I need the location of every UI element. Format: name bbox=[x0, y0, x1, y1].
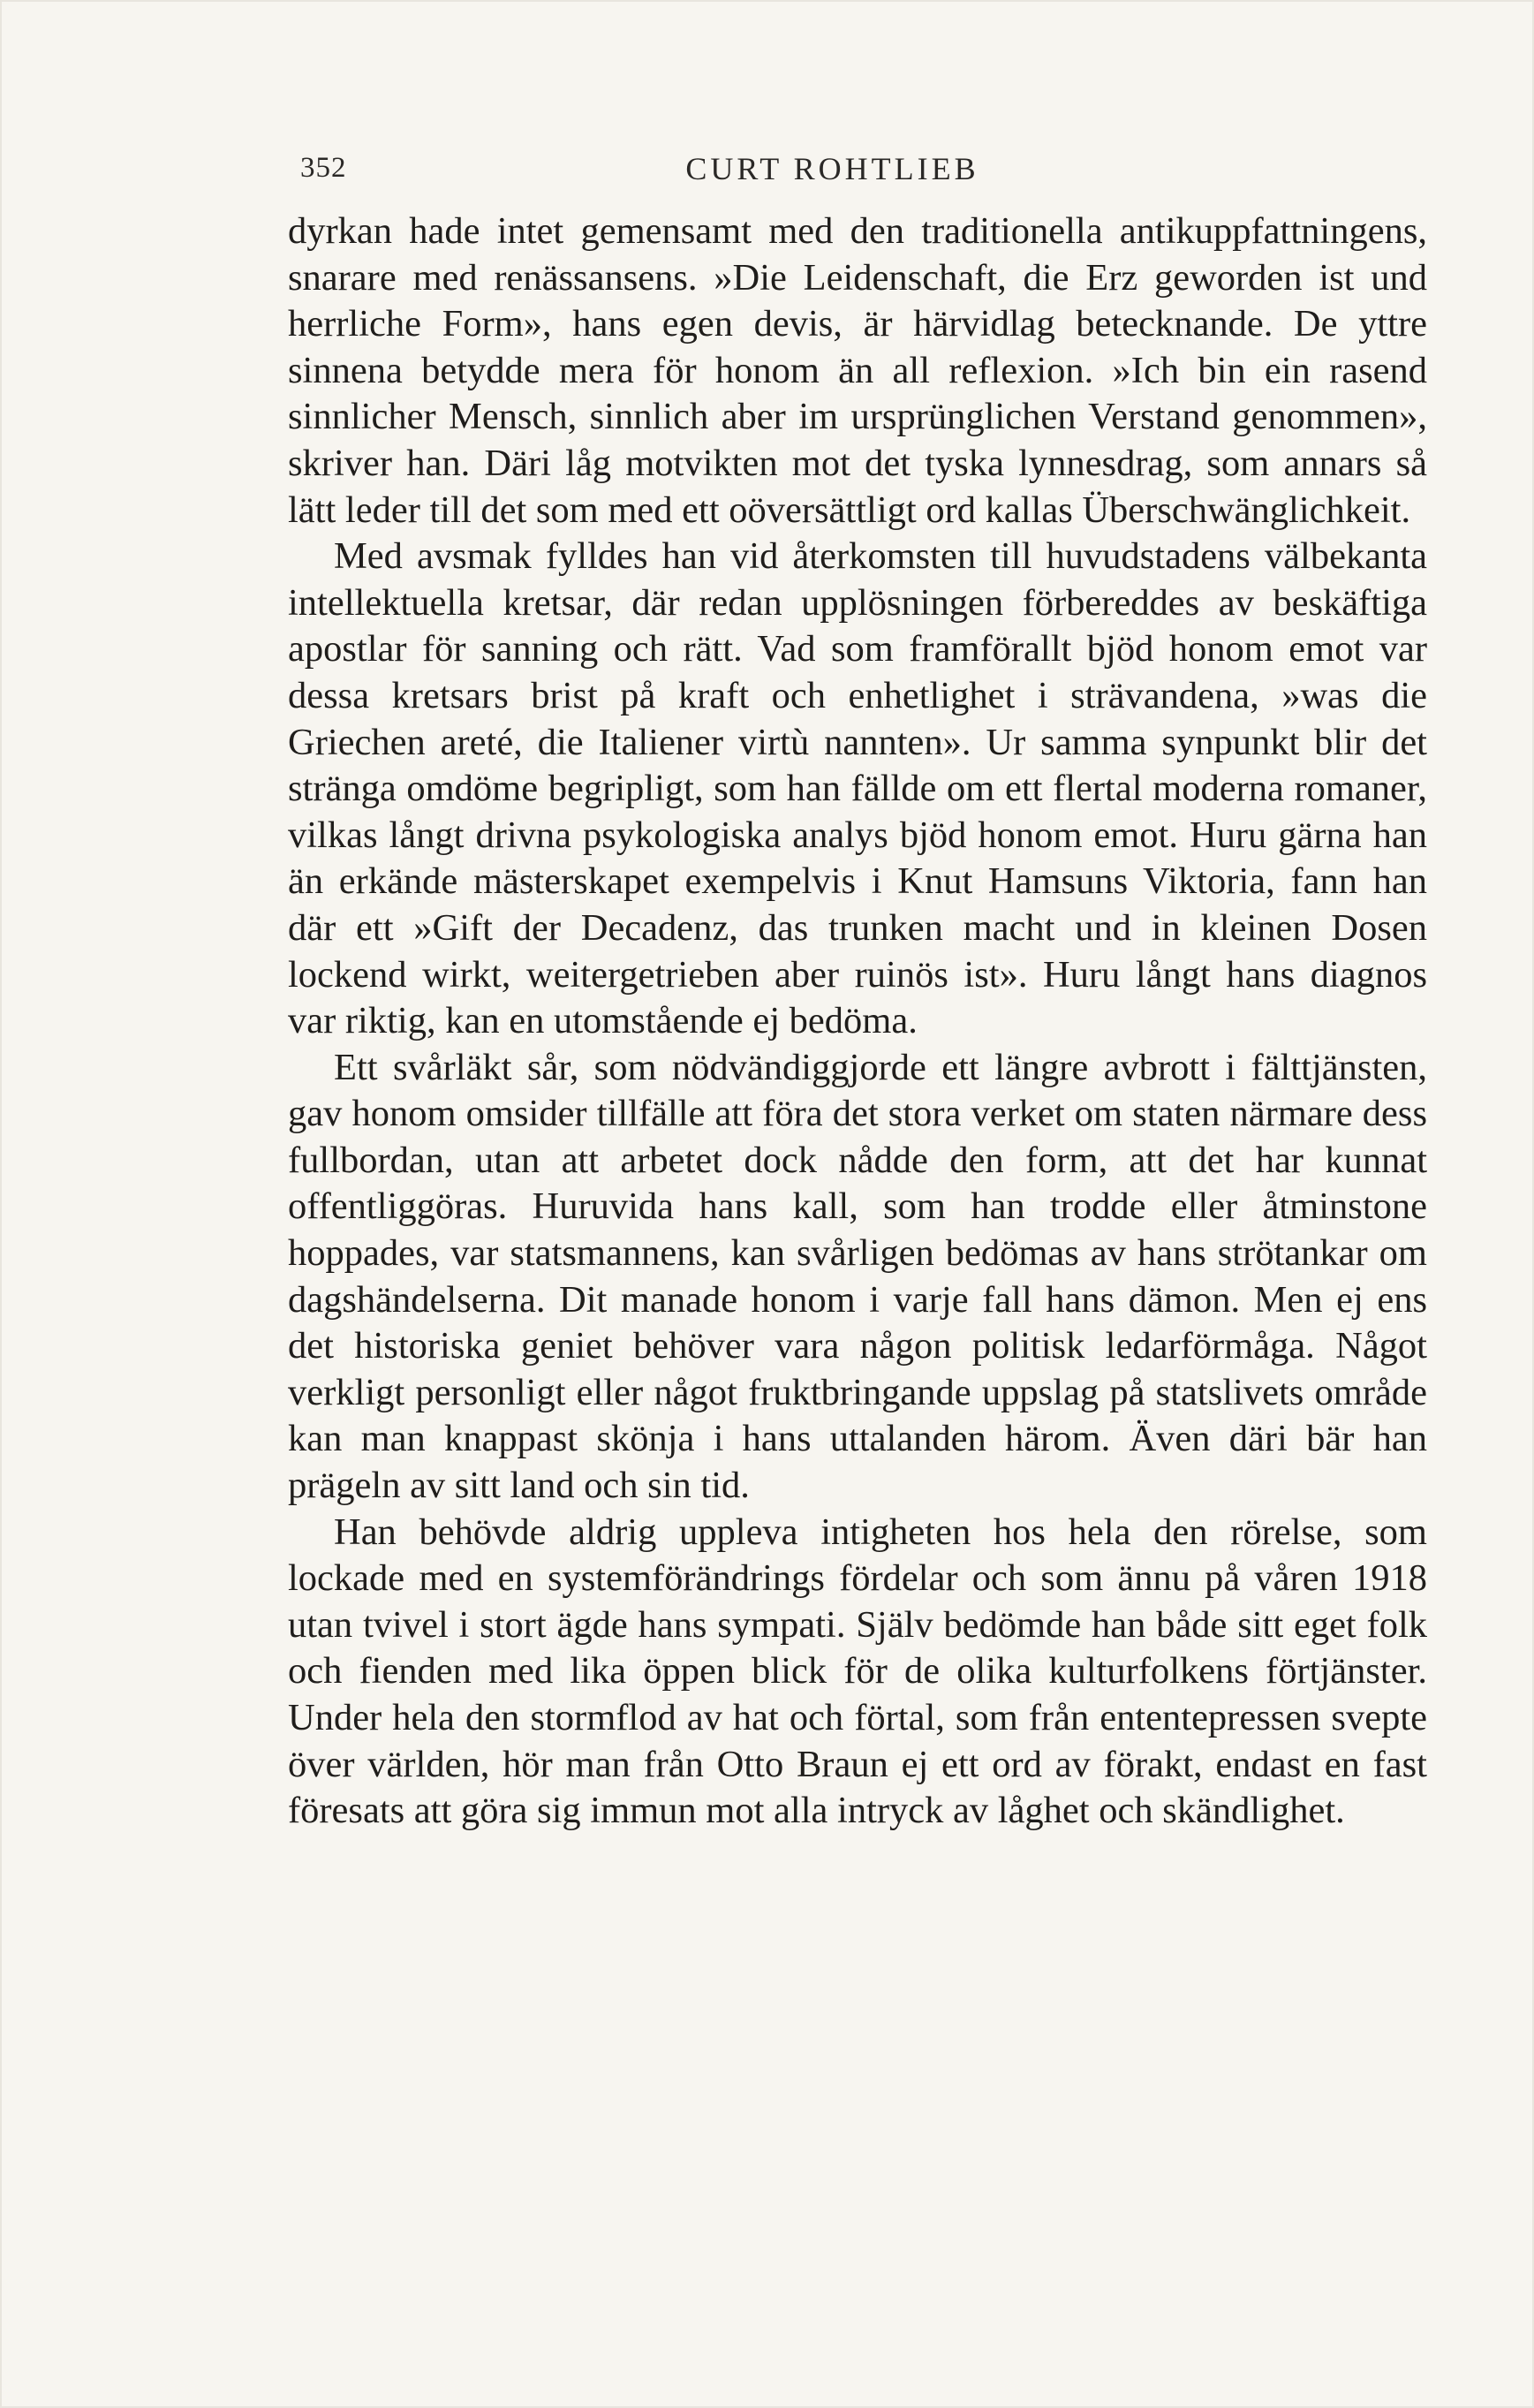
body-text bbox=[288, 208, 1427, 1835]
paragraph-3: Ett svårläkt sår, som nödvändiggjorde ett längre avbrott i fälttjänsten, gav honom omsider tillfälle att föra det stora verket om staten närmare dess fullbordan, utan att arbetet dock nådde den form, att det har kunnat offentliggöras. Huruvida hans kall, som han trodde eller åtminstone hoppades, var statsmannens, kan svårligen bedömas av hans strötankar om dagshändelserna. Dit manade honom i varje fall hans dämon. Men ej ens det historiska geniet behöver vara någon politisk ledarförmåga. Något verkligt personligt eller något fruktbringande uppslag på statslivets område kan man knappast skönja i hans uttalanden härom. Även däri bär han prägeln av sitt land och sin tid. bbox=[288, 1046, 1427, 1507]
page-number: 352 bbox=[300, 152, 347, 184]
paragraph-4: Han behövde aldrig uppleva intigheten hos hela den rörelse, som lockade med en systemförändrings fördelar och som ännu på våren 1918 utan tvivel i stort ägde hans sympati. Själv bedömde han både sitt eget folk och fienden med lika öppen blick för de olika kulturfolkens förtjänster. Under hela den stormflod av hat och förtal, som från ententepressen svepte över världen, hör man från Otto Braun ej ett ord av förakt, endast en fast föresats att göra sig immun mot alla intryck av låghet och skändlighet. bbox=[288, 1511, 1427, 1832]
running-title: CURT ROHTLIEB bbox=[685, 151, 979, 186]
paragraph-2: Med avsmak fylldes han vid återkomsten till huvudstadens välbekanta intellektuella kretsar, där redan upplösningen förbereddes av beskäftiga apostlar för sanning och rätt. Vad som framförallt bjöd honom emot var dessa kretsars brist på kraft och enhetlighet i strävandena, »was die Griechen areté, die Italiener virtù nannten». Ur samma synpunkt blir det stränga omdöme begripligt, som han fällde om ett flertal moderna romaner, vilkas långt drivna psykologiska analys bjöd honom emot. Huru gärna han än erkände mästerskapet exempelvis i Knut Hamsuns Viktoria, fann han där ett »Gift der Decadenz, das trunken macht und in kleinen Dosen lockend wirkt, weitergetrieben aber ruinös ist». Huru långt hans diagnos var riktig, kan en utomstående ej bedöma. bbox=[288, 535, 1427, 1042]
page-header bbox=[300, 141, 1364, 194]
paragraph-1: dyrkan hade intet gemensamt med den traditionella antikuppfattningens, snarare med renässansens. »Die Leidenschaft, die Erz geworden ist und herrliche Form», hans egen devis, är härvidlag betecknande. De yttre sinnena betydde mera för honom än all reflexion. »Ich bin ein rasend sinnlicher Mensch, sinnlich aber im ursprünglichen Verstand genommen», skriver han. Däri låg motvikten mot det tyska lynnesdrag, som annars så lätt leder till det som med ett oöversättligt ord kallas Überschwänglichkeit. bbox=[288, 210, 1427, 531]
